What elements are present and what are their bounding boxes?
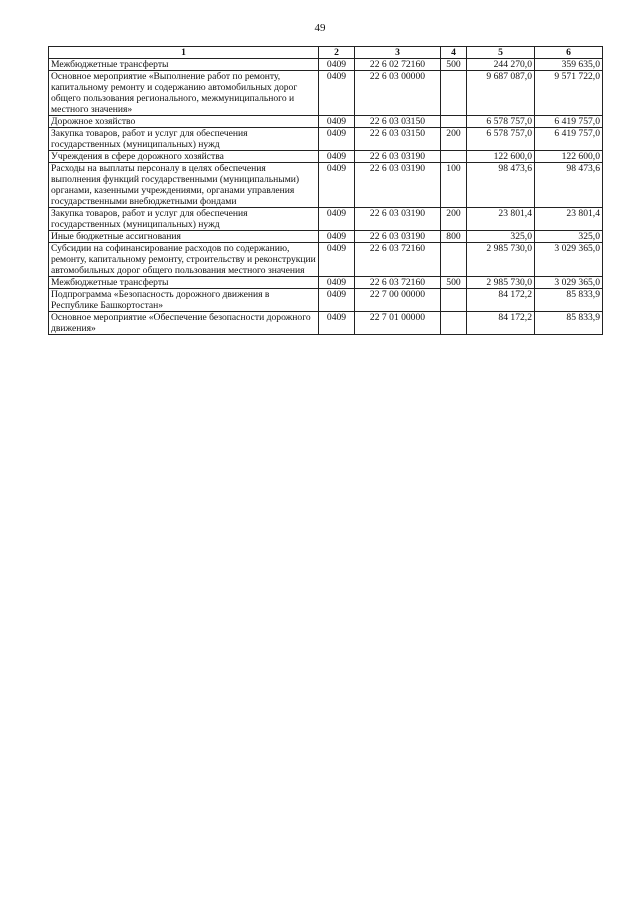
row-target-article: 22 6 03 72160	[355, 277, 441, 289]
header-col-3: 3	[355, 47, 441, 59]
row-amount-2: 6 419 757,0	[535, 116, 603, 128]
row-amount-1: 325,0	[467, 231, 535, 243]
row-target-article: 22 7 01 00000	[355, 312, 441, 335]
row-target-article: 22 6 03 03190	[355, 208, 441, 231]
row-expense-type	[441, 312, 467, 335]
table-row	[49, 243, 603, 277]
row-section: 0409	[319, 59, 355, 71]
row-amount-2: 85 833,9	[535, 312, 603, 335]
row-name: Дорожное хозяйство	[49, 116, 319, 128]
row-name: Закупка товаров, работ и услуг для обеспечения государственных (муниципальных) нужд	[49, 208, 319, 231]
table-row	[49, 116, 603, 128]
header-col-1: 1	[49, 47, 319, 59]
row-amount-2: 3 029 365,0	[535, 243, 603, 277]
row-amount-2: 359 635,0	[535, 59, 603, 71]
row-target-article: 22 6 03 00000	[355, 71, 441, 116]
row-name: Основное мероприятие «Выполнение работ по ремонту, капитальному ремонту и содержанию автомобильных дорог общего пользования регионального, межмуниципального и местного значения»	[49, 71, 319, 116]
row-amount-1: 9 687 087,0	[467, 71, 535, 116]
row-expense-type: 500	[441, 59, 467, 71]
row-amount-2: 325,0	[535, 231, 603, 243]
row-name: Основное мероприятие «Обеспечение безопасности дорожного движения»	[49, 312, 319, 335]
header-col-2: 2	[319, 47, 355, 59]
row-expense-type: 100	[441, 163, 467, 208]
row-target-article: 22 6 03 03190	[355, 163, 441, 208]
row-name: Межбюджетные трансферты	[49, 59, 319, 71]
row-expense-type	[441, 289, 467, 312]
row-section: 0409	[319, 151, 355, 163]
row-name: Расходы на выплаты персоналу в целях обеспечения выполнения функций государственными (муниципальными) органами, казенными учреждениями, органами управления государственными внебюджетными фондами	[49, 163, 319, 208]
row-target-article: 22 6 03 03150	[355, 128, 441, 151]
row-amount-2: 85 833,9	[535, 289, 603, 312]
row-amount-1: 84 172,2	[467, 312, 535, 335]
row-amount-1: 98 473,6	[467, 163, 535, 208]
row-name: Субсидии на софинансирование расходов по содержанию, ремонту, капитальному ремонту, строительству и реконструкции автомобильных дорог общего пользования местного значения	[49, 243, 319, 277]
row-target-article: 22 6 03 03190	[355, 151, 441, 163]
table-row	[49, 277, 603, 289]
row-expense-type: 800	[441, 231, 467, 243]
row-section: 0409	[319, 277, 355, 289]
row-section: 0409	[319, 231, 355, 243]
row-expense-type	[441, 151, 467, 163]
row-amount-1: 2 985 730,0	[467, 277, 535, 289]
row-amount-2: 122 600,0	[535, 151, 603, 163]
row-amount-1: 6 578 757,0	[467, 128, 535, 151]
row-section: 0409	[319, 312, 355, 335]
table-row	[49, 289, 603, 312]
row-expense-type: 200	[441, 208, 467, 231]
row-section: 0409	[319, 289, 355, 312]
budget-table	[48, 46, 603, 335]
header-col-4: 4	[441, 47, 467, 59]
row-name: Подпрограмма «Безопасность дорожного движения в Республике Башкортостан»	[49, 289, 319, 312]
table-header-row	[49, 47, 603, 59]
row-section: 0409	[319, 71, 355, 116]
row-amount-1: 23 801,4	[467, 208, 535, 231]
row-amount-2: 9 571 722,0	[535, 71, 603, 116]
table-row	[49, 151, 603, 163]
row-expense-type	[441, 243, 467, 277]
table-row	[49, 59, 603, 71]
row-target-article: 22 6 02 72160	[355, 59, 441, 71]
table-row	[49, 231, 603, 243]
page-number: 49	[314, 22, 326, 34]
row-target-article: 22 6 03 72160	[355, 243, 441, 277]
header-col-5: 5	[467, 47, 535, 59]
row-name: Учреждения в сфере дорожного хозяйства	[49, 151, 319, 163]
row-section: 0409	[319, 243, 355, 277]
row-amount-1: 84 172,2	[467, 289, 535, 312]
table-row	[49, 208, 603, 231]
row-amount-1: 122 600,0	[467, 151, 535, 163]
row-target-article: 22 7 00 00000	[355, 289, 441, 312]
row-amount-2: 6 419 757,0	[535, 128, 603, 151]
row-expense-type	[441, 71, 467, 116]
row-section: 0409	[319, 128, 355, 151]
table-row	[49, 71, 603, 116]
row-amount-1: 6 578 757,0	[467, 116, 535, 128]
row-section: 0409	[319, 116, 355, 128]
row-section: 0409	[319, 208, 355, 231]
row-expense-type	[441, 116, 467, 128]
row-section: 0409	[319, 163, 355, 208]
row-expense-type: 200	[441, 128, 467, 151]
row-name: Иные бюджетные ассигнования	[49, 231, 319, 243]
row-expense-type: 500	[441, 277, 467, 289]
row-name: Закупка товаров, работ и услуг для обеспечения государственных (муниципальных) нужд	[49, 128, 319, 151]
row-amount-2: 3 029 365,0	[535, 277, 603, 289]
row-amount-1: 244 270,0	[467, 59, 535, 71]
row-amount-2: 98 473,6	[535, 163, 603, 208]
row-amount-2: 23 801,4	[535, 208, 603, 231]
table-row	[49, 128, 603, 151]
row-target-article: 22 6 03 03190	[355, 231, 441, 243]
header-col-6: 6	[535, 47, 603, 59]
row-amount-1: 2 985 730,0	[467, 243, 535, 277]
table-row	[49, 163, 603, 208]
table-row	[49, 312, 603, 335]
row-target-article: 22 6 03 03150	[355, 116, 441, 128]
row-name: Межбюджетные трансферты	[49, 277, 319, 289]
